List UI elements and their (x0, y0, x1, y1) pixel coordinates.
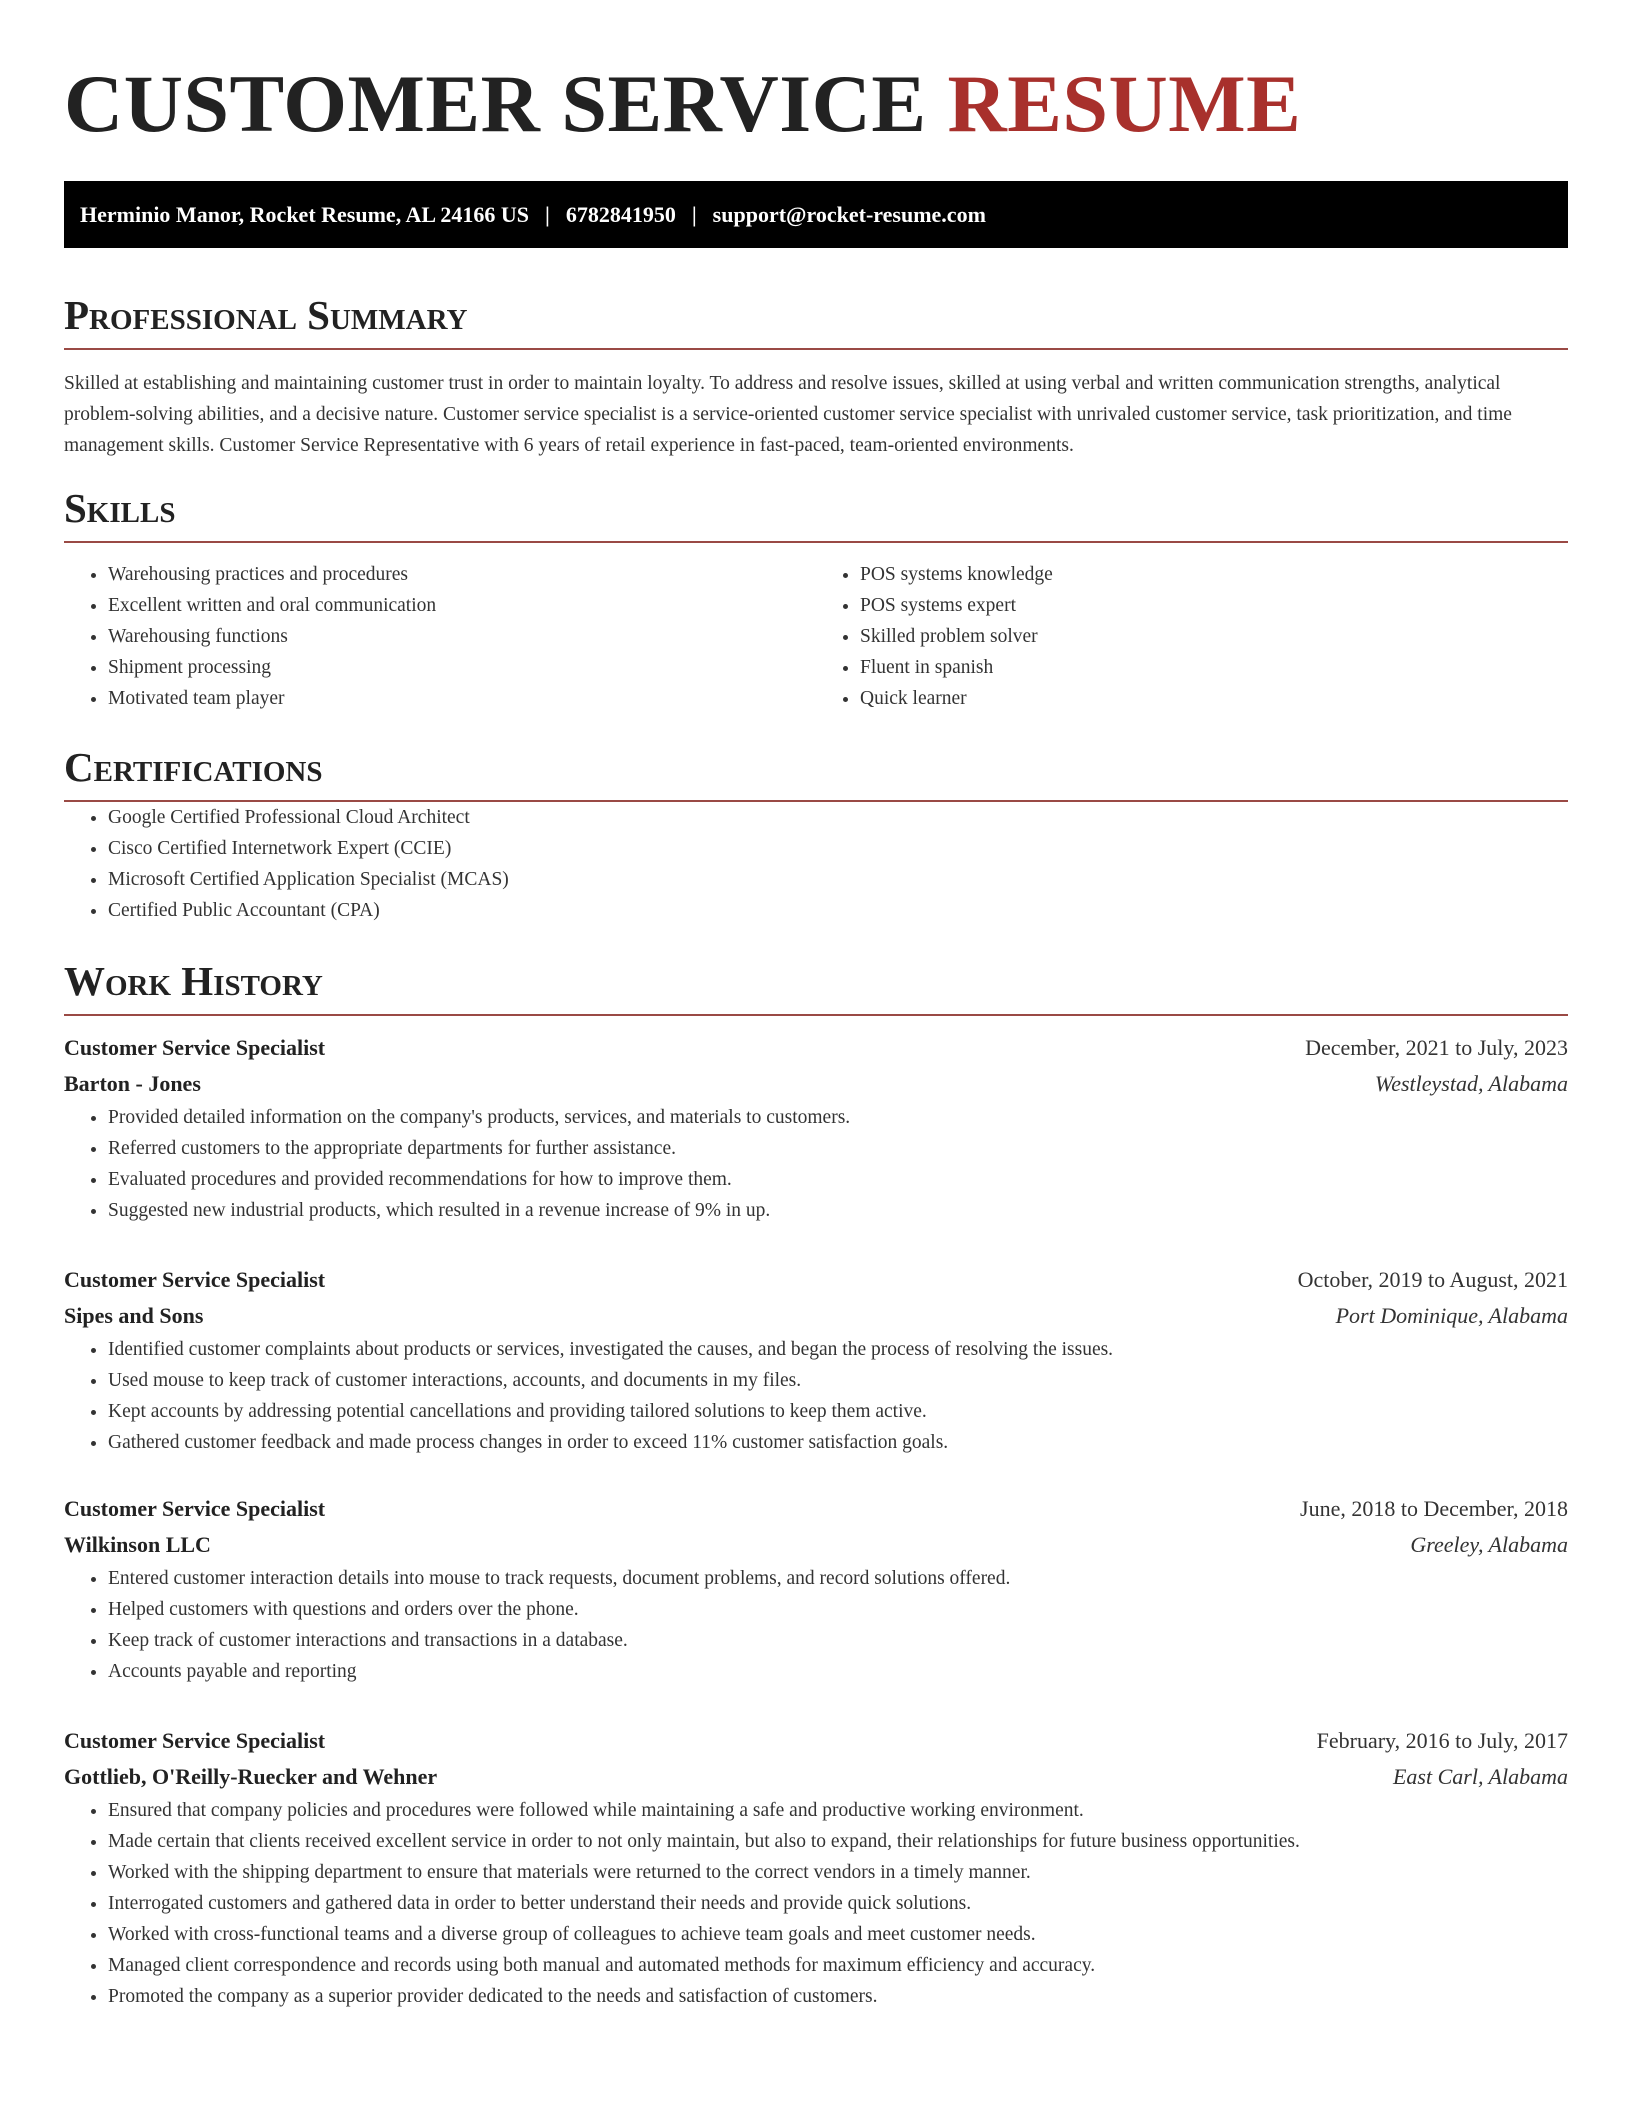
job-dates: December, 2021 to July, 2023 (1305, 1035, 1568, 1060)
contact-bar (64, 181, 1568, 248)
skill-item: • POS systems expert (860, 590, 1568, 621)
job-bullets (64, 1102, 1568, 1226)
skill-item: • Fluent in spanish (860, 652, 1568, 683)
job-bullet: • Keep track of customer interactions and transactions in a database. (108, 1625, 1568, 1656)
skill-item: • Shipment processing (108, 652, 816, 683)
skills-list-right (816, 559, 1568, 714)
certifications-list (64, 802, 1568, 926)
job-bullets (64, 1563, 1568, 1687)
contact-address: Herminio Manor, Rocket Resume, AL 24166 US (80, 201, 529, 227)
job-bullet: • Interrogated customers and gathered data in order to better understand their needs and provide quick solutions. (108, 1888, 1568, 1919)
job-bullet: • Identified customer complaints about products or services, investigated the causes, and began the process of resolving the issues. (108, 1334, 1568, 1365)
job-dates: February, 2016 to July, 2017 (1316, 1728, 1568, 1753)
job-header (64, 1030, 1568, 1066)
job-subheader (64, 1759, 1568, 1795)
job-title: Customer Service Specialist (64, 1496, 326, 1521)
job-subheader (64, 1527, 1568, 1563)
job-location: Westleystad, Alabama (1374, 1071, 1568, 1096)
job-bullets (64, 1795, 1568, 2012)
job-title: Customer Service Specialist (64, 1267, 326, 1292)
job-entry (64, 1491, 1568, 1687)
job-bullet: • Gathered customer feedback and made process changes in order to exceed 11% customer satisfaction goals. (108, 1427, 1568, 1458)
skill-item: • Motivated team player (108, 683, 816, 714)
certification-item: • Google Certified Professional Cloud Architect (108, 802, 1568, 833)
job-entry (64, 1262, 1568, 1458)
section-heading-summary: Professional Summary (64, 290, 1568, 350)
job-bullet: • Promoted the company as a superior provider dedicated to the needs and satisfaction of customers. (108, 1981, 1568, 2012)
skill-item: • Skilled problem solver (860, 621, 1568, 652)
job-bullet: • Entered customer interaction details into mouse to track requests, document problems, and record solutions offered. (108, 1563, 1568, 1594)
job-subheader (64, 1298, 1568, 1334)
job-entry (64, 1030, 1568, 1226)
resume-title (64, 0, 1568, 150)
certification-item: • Cisco Certified Internetwork Expert (CCIE) (108, 833, 1568, 864)
job-title: Customer Service Specialist (64, 1728, 326, 1753)
summary-text: Skilled at establishing and maintaining customer trust in order to maintain loyalty. To address and resolve issues, skilled at using verbal and written communication strengths, analytical problem-solving abilities, and a decisive nature. Customer service specialist is a service-oriented customer service specialist with unrivaled customer service, task prioritization, and time management skills. Customer Service Representative with 6 years of retail experience in fast-paced, team-oriented environments. (64, 373, 1512, 456)
job-bullet: • Used mouse to keep track of customer interactions, accounts, and documents in my files. (108, 1365, 1568, 1396)
title-accent: RESUME (947, 58, 1302, 149)
skills-list-left (64, 559, 816, 714)
work-history-section (64, 956, 1568, 2012)
job-header (64, 1262, 1568, 1298)
title-main: CUSTOMER SERVICE (64, 58, 927, 149)
skill-item: • Warehousing functions (108, 621, 816, 652)
skill-item: • Warehousing practices and procedures (108, 559, 816, 590)
job-bullets (64, 1334, 1568, 1458)
job-company: Barton - Jones (64, 1071, 201, 1096)
job-location: Greeley, Alabama (1410, 1532, 1568, 1557)
job-dates: June, 2018 to December, 2018 (1300, 1496, 1568, 1521)
skill-item: • POS systems knowledge (860, 559, 1568, 590)
contact-phone: 6782841950 (565, 201, 676, 227)
job-bullet: • Suggested new industrial products, which resulted in a revenue increase of 9% in up. (108, 1195, 1568, 1226)
certification-item: • Certified Public Accountant (CPA) (108, 895, 1568, 926)
contact-email: support@rocket-resume.com (712, 201, 986, 227)
job-bullet: • Referred customers to the appropriate departments for further assistance. (108, 1133, 1568, 1164)
job-company: Wilkinson LLC (64, 1532, 211, 1557)
job-bullet: • Kept accounts by addressing potential cancellations and providing tailored solutions to keep them active. (108, 1396, 1568, 1427)
job-company: Gottlieb, O'Reilly-Ruecker and Wehner (64, 1764, 438, 1789)
job-entry (64, 1723, 1568, 2012)
certifications-section (64, 742, 1568, 926)
summary-section (64, 290, 1568, 461)
job-bullet: • Ensured that company policies and procedures were followed while maintaining a safe and productive working environment. (108, 1795, 1568, 1826)
job-location: East Carl, Alabama (1392, 1764, 1568, 1789)
skills-section (64, 483, 1568, 714)
section-heading-certifications: Certifications (64, 742, 1568, 802)
skill-item: • Excellent written and oral communication (108, 590, 816, 621)
certification-item: • Microsoft Certified Application Specialist (MCAS) (108, 864, 1568, 895)
job-company: Sipes and Sons (64, 1303, 204, 1328)
job-title: Customer Service Specialist (64, 1035, 326, 1060)
section-heading-work-history: Work History (64, 956, 1568, 1016)
job-bullet: • Worked with the shipping department to ensure that materials were returned to the correct vendors in a timely manner. (108, 1857, 1568, 1888)
job-bullet: • Made certain that clients received excellent service in order to not only maintain, but also to expand, their relationships for future business opportunities. (108, 1826, 1568, 1857)
job-bullet: • Helped customers with questions and orders over the phone. (108, 1594, 1568, 1625)
job-header (64, 1491, 1568, 1527)
contact-separator: | (691, 201, 697, 227)
job-header (64, 1723, 1568, 1759)
skills-grid (64, 559, 1568, 714)
job-bullet: • Evaluated procedures and provided recommendations for how to improve them. (108, 1164, 1568, 1195)
job-location: Port Dominique, Alabama (1335, 1303, 1568, 1328)
section-heading-skills: Skills (64, 483, 1568, 543)
job-bullet: • Accounts payable and reporting (108, 1656, 1568, 1687)
skill-item: • Quick learner (860, 683, 1568, 714)
job-dates: October, 2019 to August, 2021 (1297, 1267, 1568, 1292)
contact-separator: | (544, 201, 550, 227)
job-subheader (64, 1066, 1568, 1102)
job-bullet: • Provided detailed information on the company's products, services, and materials to customers. (108, 1102, 1568, 1133)
job-bullet: • Worked with cross-functional teams and a diverse group of colleagues to achieve team goals and meet customer needs. (108, 1919, 1568, 1950)
job-bullet: • Managed client correspondence and records using both manual and automated methods for maximum efficiency and accuracy. (108, 1950, 1568, 1981)
